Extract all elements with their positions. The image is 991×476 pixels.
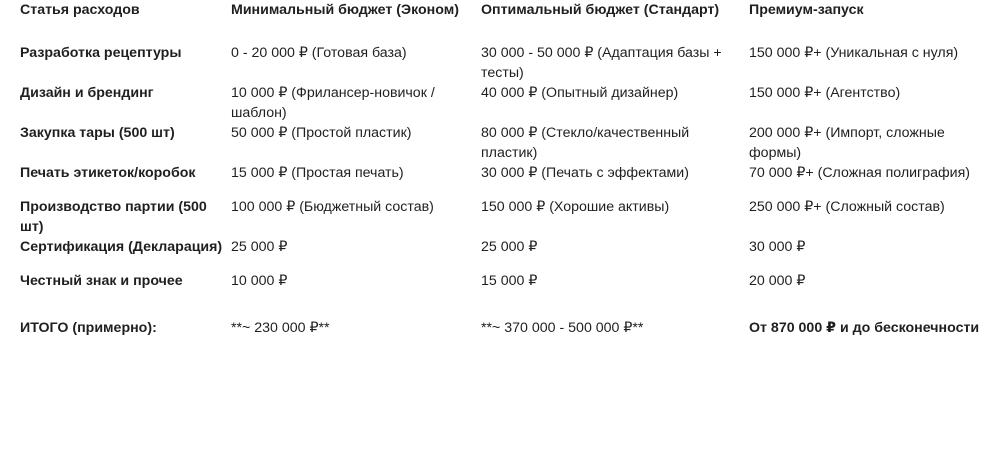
row-category: Дизайн и брендинг: [20, 85, 154, 101]
row-premium: 30 000 ₽: [749, 239, 806, 255]
row-category: Сертификация (Декларация): [20, 239, 223, 255]
row-opt-budget: 80 000 ₽ (Стекло/качественный пластик): [481, 125, 690, 161]
row-opt-budget: 15 000 ₽: [481, 273, 538, 289]
row-opt-budget: 150 000 ₽ (Хорошие активы): [481, 199, 670, 215]
row-category: Производство партии (500 шт): [20, 199, 207, 235]
row-category: Честный знак и прочее: [20, 273, 183, 289]
table-header: [0, 0, 991, 43]
header-category: Статья расходов: [20, 2, 140, 18]
row-premium: 150 000 ₽+ (Уникальная с нуля): [749, 45, 959, 61]
row-premium: 200 000 ₽+ (Импорт, сложные формы): [749, 125, 945, 161]
row-category: Разработка рецептуры: [20, 45, 182, 61]
total-row: [0, 305, 991, 352]
row-premium: 250 000 ₽+ (Сложный состав): [749, 199, 945, 215]
row-min-budget: 10 000 ₽ (Фрилансер-новичок / шаблон): [231, 85, 435, 121]
row-premium: 20 000 ₽: [749, 273, 806, 289]
header-opt-budget: Оптимальный бюджет (Стандарт): [481, 2, 720, 18]
table-row: [0, 197, 991, 237]
total-min-budget: **~ 230 000 ₽**: [231, 320, 330, 336]
row-min-budget: 0 - 20 000 ₽ (Готовая база): [231, 45, 407, 61]
row-opt-budget: 30 000 - 50 000 ₽ (Адаптация базы + тесты): [481, 45, 722, 81]
row-opt-budget: 40 000 ₽ (Опытный дизайнер): [481, 85, 679, 101]
row-min-budget: 100 000 ₽ (Бюджетный состав): [231, 199, 434, 215]
table-row: [0, 43, 991, 83]
row-opt-budget: 25 000 ₽: [481, 239, 538, 255]
header-row: [0, 0, 991, 43]
row-premium: 70 000 ₽+ (Сложная полиграфия): [749, 165, 970, 181]
row-min-budget: 15 000 ₽ (Простая печать): [231, 165, 404, 181]
row-category: Закупка тары (500 шт): [20, 125, 175, 141]
row-min-budget: 50 000 ₽ (Простой пластик): [231, 125, 412, 141]
header-min-budget: Минимальный бюджет (Эконом): [231, 2, 459, 18]
total-label: ИТОГО (примерно):: [20, 320, 157, 336]
table-row: [0, 237, 991, 271]
header-premium: Премиум-запуск: [749, 2, 864, 18]
row-category: Печать этикеток/коробок: [20, 165, 196, 181]
row-opt-budget: 30 000 ₽ (Печать с эффектами): [481, 165, 689, 181]
row-premium: 150 000 ₽+ (Агентство): [749, 85, 901, 101]
table-row: [0, 271, 991, 305]
table-row: [0, 163, 991, 197]
total-premium: От 870 000 ₽ и до бесконечности: [749, 320, 980, 336]
table-body: [0, 43, 991, 352]
table-row: [0, 83, 991, 123]
row-min-budget: 10 000 ₽: [231, 273, 288, 289]
row-min-budget: 25 000 ₽: [231, 239, 288, 255]
table-row: [0, 123, 991, 163]
total-opt-budget: **~ 370 000 - 500 000 ₽**: [481, 320, 644, 336]
